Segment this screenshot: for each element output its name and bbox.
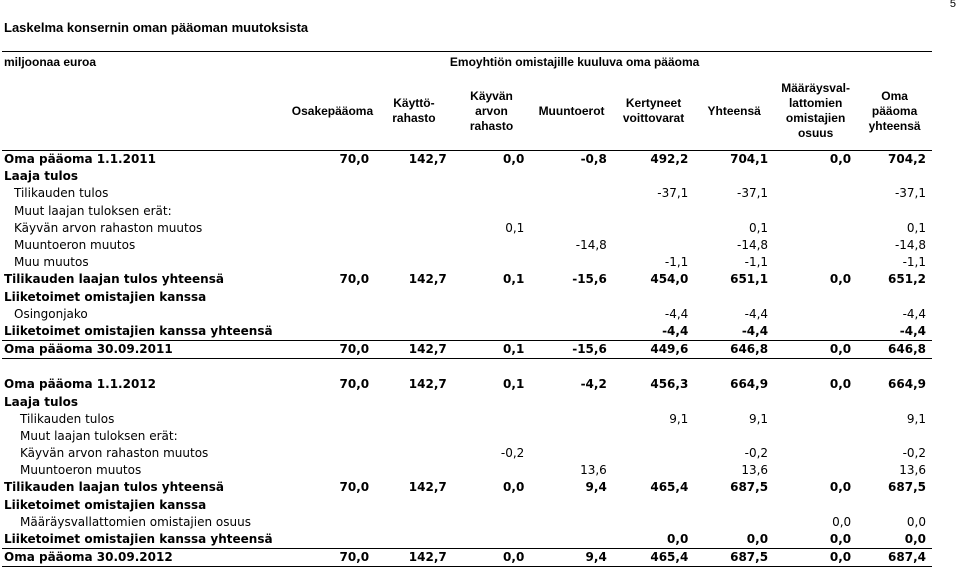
cell-value: -0,2 (902, 446, 926, 461)
cell-value (774, 168, 857, 185)
cell-value (453, 306, 531, 323)
cell-value: 0,1 (906, 220, 926, 235)
row-label: Käyvän arvon rahaston muutos (20, 446, 209, 461)
cell-value: 651,2 (888, 272, 926, 287)
cell-value: 0,0 (906, 514, 926, 529)
cell-value (774, 237, 857, 254)
table-row (2, 549, 932, 567)
table-row (2, 428, 932, 445)
cell-value (453, 237, 531, 254)
cell-value: 13,6 (899, 463, 926, 478)
cell-value (774, 323, 857, 341)
cell-value (530, 393, 613, 410)
cell-value: 0,0 (694, 531, 774, 549)
cell-value (375, 497, 453, 514)
cell-value (613, 359, 695, 377)
cell-value (530, 306, 613, 323)
cell-value (453, 462, 531, 479)
cell-value (453, 428, 531, 445)
row-label: Laaja tulos (4, 169, 79, 184)
cell-value (530, 220, 613, 237)
table-row (2, 359, 932, 377)
cell-value: -4,4 (857, 323, 932, 341)
cell-value: 9,1 (669, 411, 689, 426)
table-row (2, 220, 932, 237)
cell-value: -0,2 (744, 446, 769, 461)
cell-value (774, 185, 857, 202)
cell-value: -1,1 (902, 255, 926, 270)
cell-value: -37,1 (657, 186, 689, 201)
cell-value: -14,8 (737, 238, 769, 253)
table-row (2, 531, 932, 549)
cell-value (453, 393, 531, 410)
cell-value: -0,8 (580, 152, 607, 167)
cell-value (774, 445, 857, 462)
cell-value: 704,1 (730, 152, 769, 167)
row-label: Määräysvallattomien omistajien osuus (20, 514, 251, 529)
row-label: Oma pääoma 30.09.2011 (2, 341, 290, 359)
cell-value (375, 393, 453, 410)
column-header: Yhteensä (707, 103, 761, 118)
cell-value (453, 497, 531, 514)
cell-value: -15,6 (572, 272, 607, 287)
cell-value: -1,1 (664, 255, 689, 270)
cell-value (613, 237, 695, 254)
cell-value (530, 185, 613, 202)
table-row (2, 289, 932, 306)
cell-value (290, 237, 375, 254)
cell-value (694, 203, 774, 220)
page-number: 5 (949, 0, 956, 10)
cell-value: 0,0 (857, 531, 932, 549)
cell-value (613, 220, 695, 237)
cell-value (375, 306, 453, 323)
row-label: Tilikauden laajan tulos yhteensä (4, 480, 224, 495)
cell-value: 142,7 (408, 152, 447, 167)
cell-value: 142,7 (408, 272, 447, 287)
cell-value (375, 185, 453, 202)
cell-value: -37,1 (737, 186, 769, 201)
row-label: Oma pääoma 30.09.2012 (2, 549, 290, 567)
cell-value: 664,9 (888, 377, 926, 392)
cell-value: 70,0 (339, 152, 370, 167)
row-label: Liiketoimet omistajien kanssa (4, 497, 207, 512)
cell-value (375, 323, 453, 341)
cell-value (375, 359, 453, 377)
column-header: Osakepääoma (291, 103, 374, 118)
cell-value (290, 428, 375, 445)
cell-value (453, 514, 531, 531)
table-row (2, 271, 932, 288)
cell-value (530, 531, 613, 549)
cell-value: 492,2 (650, 152, 689, 167)
table-row (2, 445, 932, 462)
row-label (2, 359, 290, 377)
cell-value (453, 289, 531, 306)
cell-value: 142,7 (375, 549, 453, 567)
cell-value: 454,0 (650, 272, 689, 287)
cell-value: 0,0 (829, 377, 852, 392)
cell-value (613, 462, 695, 479)
cell-value: 646,8 (694, 341, 774, 359)
cell-value: 0,1 (503, 377, 525, 392)
cell-value (774, 393, 857, 410)
cell-value: -37,1 (894, 186, 926, 201)
cell-value (290, 462, 375, 479)
row-label: Liiketoimet omistajien kanssa yhteensä (2, 531, 290, 549)
cell-value (530, 289, 613, 306)
cell-value (613, 428, 695, 445)
table-row (2, 185, 932, 202)
cell-value (290, 497, 375, 514)
column-header: Oma pääoma yhteensä (868, 88, 921, 133)
cell-value (290, 254, 375, 271)
cell-value: 465,4 (650, 480, 689, 495)
cell-value: 465,4 (613, 549, 695, 567)
cell-value (290, 411, 375, 428)
cell-value (290, 306, 375, 323)
row-label: Tilikauden tulos (14, 186, 109, 201)
cell-value: 687,4 (857, 549, 932, 567)
table-row (2, 462, 932, 479)
cell-value: 449,6 (613, 341, 695, 359)
cell-value: 646,8 (857, 341, 932, 359)
cell-value (375, 428, 453, 445)
cell-value (375, 514, 453, 531)
row-label: Muut laajan tuloksen erät: (14, 203, 172, 218)
column-header: Määräysval- lattomien omistajien osuus (781, 81, 850, 140)
cell-value (857, 428, 932, 445)
cell-value (530, 168, 613, 185)
cell-value (613, 393, 695, 410)
cell-value (290, 393, 375, 410)
cell-value (613, 497, 695, 514)
cell-value: 70,0 (290, 341, 375, 359)
cell-value: 687,5 (888, 480, 926, 495)
cell-value (694, 393, 774, 410)
table-row (2, 341, 932, 359)
table-row (2, 393, 932, 410)
cell-value (774, 411, 857, 428)
row-label: Oma pääoma 1.1.2011 (4, 152, 157, 167)
table-row (2, 376, 932, 393)
header-spacer (2, 72, 290, 151)
cell-value (530, 428, 613, 445)
cell-value (290, 531, 375, 549)
row-label: Liiketoimet omistajien kanssa yhteensä (2, 323, 290, 341)
cell-value: -14,8 (575, 238, 607, 253)
cell-value (290, 289, 375, 306)
cell-value (774, 220, 857, 237)
cell-value (774, 462, 857, 479)
cell-value: 0,0 (613, 531, 695, 549)
cell-value: 0,1 (453, 341, 531, 359)
cell-value (453, 411, 531, 428)
cell-value (453, 359, 531, 377)
table-row (2, 514, 932, 531)
column-header: Käyttö- rahasto (392, 96, 436, 125)
cell-value (530, 497, 613, 514)
cell-value: 9,4 (530, 549, 613, 567)
cell-value: 70,0 (339, 377, 370, 392)
cell-value: -4,4 (902, 306, 926, 321)
cell-value (453, 323, 531, 341)
unit-label: miljoonaa euroa (2, 52, 290, 73)
cell-value: 9,1 (748, 411, 769, 426)
table-body (2, 151, 932, 567)
cell-value (375, 531, 453, 549)
table-row (2, 479, 932, 496)
cell-value: 704,2 (888, 152, 926, 167)
cell-value (453, 185, 531, 202)
cell-value (453, 254, 531, 271)
table-row (2, 203, 932, 220)
row-label: Liiketoimet omistajien kanssa (4, 289, 207, 304)
row-label: Tilikauden tulos (20, 411, 115, 426)
cell-value: -4,4 (613, 323, 695, 341)
cell-value (530, 359, 613, 377)
cell-value (375, 254, 453, 271)
cell-value: 0,0 (774, 531, 857, 549)
row-label: Muuntoeron muutos (20, 463, 142, 478)
cell-value: 687,5 (730, 480, 769, 495)
cell-value: 0,1 (748, 220, 769, 235)
cell-value (375, 411, 453, 428)
page-title: Laskelma konsernin oman pääoman muutoksista (4, 20, 309, 35)
table-row (2, 306, 932, 323)
cell-value: 0,0 (453, 549, 531, 567)
cell-value (453, 531, 531, 549)
cell-value (774, 289, 857, 306)
cell-value: 9,4 (585, 480, 607, 495)
cell-value: 70,0 (339, 480, 370, 495)
cell-value (375, 462, 453, 479)
table-row (2, 151, 932, 169)
cell-value (530, 254, 613, 271)
row-label: Osingonjako (14, 306, 88, 321)
row-label: Tilikauden laajan tulos yhteensä (4, 272, 224, 287)
cell-value (694, 497, 774, 514)
cell-value: -14,8 (894, 238, 926, 253)
cell-value: 0,0 (503, 152, 525, 167)
column-header: Muuntoerot (538, 103, 605, 118)
cell-value (290, 514, 375, 531)
cell-value (694, 289, 774, 306)
cell-value: 0,0 (503, 480, 525, 495)
cell-value (857, 497, 932, 514)
cell-value: 70,0 (290, 549, 375, 567)
table-row (2, 497, 932, 514)
cell-value (375, 445, 453, 462)
row-label: Laaja tulos (4, 394, 79, 409)
table-row (2, 254, 932, 271)
table-row (2, 323, 932, 341)
cell-value (694, 359, 774, 377)
cell-value: 142,7 (408, 377, 447, 392)
cell-value (857, 289, 932, 306)
cell-value: 456,3 (650, 377, 689, 392)
cell-value (613, 514, 695, 531)
cell-value: -4,4 (744, 306, 769, 321)
cell-value (290, 168, 375, 185)
cell-value: 9,1 (906, 411, 926, 426)
cell-value: 0,0 (829, 152, 852, 167)
cell-value (290, 220, 375, 237)
row-label: Käyvän arvon rahaston muutos (14, 220, 203, 235)
cell-value (613, 445, 695, 462)
cell-value: -4,2 (580, 377, 607, 392)
cell-value (613, 203, 695, 220)
cell-value (774, 203, 857, 220)
cell-value (290, 359, 375, 377)
cell-value: -0,2 (500, 446, 525, 461)
cell-value: 651,1 (730, 272, 769, 287)
cell-value (857, 168, 932, 185)
row-label: Muu muutos (14, 255, 89, 270)
cell-value (290, 185, 375, 202)
cell-value: 0,0 (829, 272, 852, 287)
table-row (2, 237, 932, 254)
cell-value (453, 168, 531, 185)
cell-value (375, 237, 453, 254)
cell-value: 142,7 (375, 341, 453, 359)
cell-value (375, 220, 453, 237)
cell-value (694, 168, 774, 185)
cell-value (857, 359, 932, 377)
cell-value (774, 359, 857, 377)
equity-changes-table (2, 51, 932, 567)
row-label: Oma pääoma 1.1.2012 (4, 377, 157, 392)
cell-value: 0,0 (832, 514, 852, 529)
row-label: Muuntoeron muutos (14, 238, 136, 253)
cell-value (375, 203, 453, 220)
cell-value (774, 497, 857, 514)
cell-value: 0,1 (505, 220, 525, 235)
cell-value (530, 323, 613, 341)
cell-value: 0,0 (774, 549, 857, 567)
cell-value: -4,4 (664, 306, 689, 321)
cell-value (453, 203, 531, 220)
cell-value (857, 203, 932, 220)
cell-value: 664,9 (730, 377, 769, 392)
cell-value: 13,6 (580, 463, 607, 478)
cell-value (530, 411, 613, 428)
cell-value (694, 428, 774, 445)
cell-value (613, 289, 695, 306)
cell-value (694, 514, 774, 531)
table-row (2, 411, 932, 428)
cell-value (857, 393, 932, 410)
cell-value: 0,0 (829, 480, 852, 495)
row-label: Muut laajan tuloksen erät: (20, 428, 178, 443)
cell-value: 142,7 (408, 480, 447, 495)
cell-value (774, 254, 857, 271)
cell-value: 0,0 (774, 341, 857, 359)
cell-value (530, 445, 613, 462)
table-row (2, 168, 932, 185)
cell-value (613, 168, 695, 185)
cell-value (290, 445, 375, 462)
column-header: Kertyneet voittovarat (622, 96, 685, 125)
cell-value: 13,6 (741, 463, 769, 478)
cell-value (774, 306, 857, 323)
cell-value (530, 514, 613, 531)
cell-value (375, 168, 453, 185)
cell-value (774, 428, 857, 445)
cell-value (375, 289, 453, 306)
cell-value: -4,4 (694, 323, 774, 341)
cell-value: 687,5 (694, 549, 774, 567)
cell-value (530, 203, 613, 220)
cell-value (290, 203, 375, 220)
cell-value (290, 323, 375, 341)
column-header: Käyvän arvon rahasto (469, 88, 514, 133)
group-header: Emoyhtiön omistajille kuuluva oma pääoma (375, 52, 774, 73)
cell-value: -1,1 (744, 255, 769, 270)
cell-value: -15,6 (530, 341, 613, 359)
cell-value: 0,1 (503, 272, 525, 287)
cell-value: 70,0 (339, 272, 370, 287)
